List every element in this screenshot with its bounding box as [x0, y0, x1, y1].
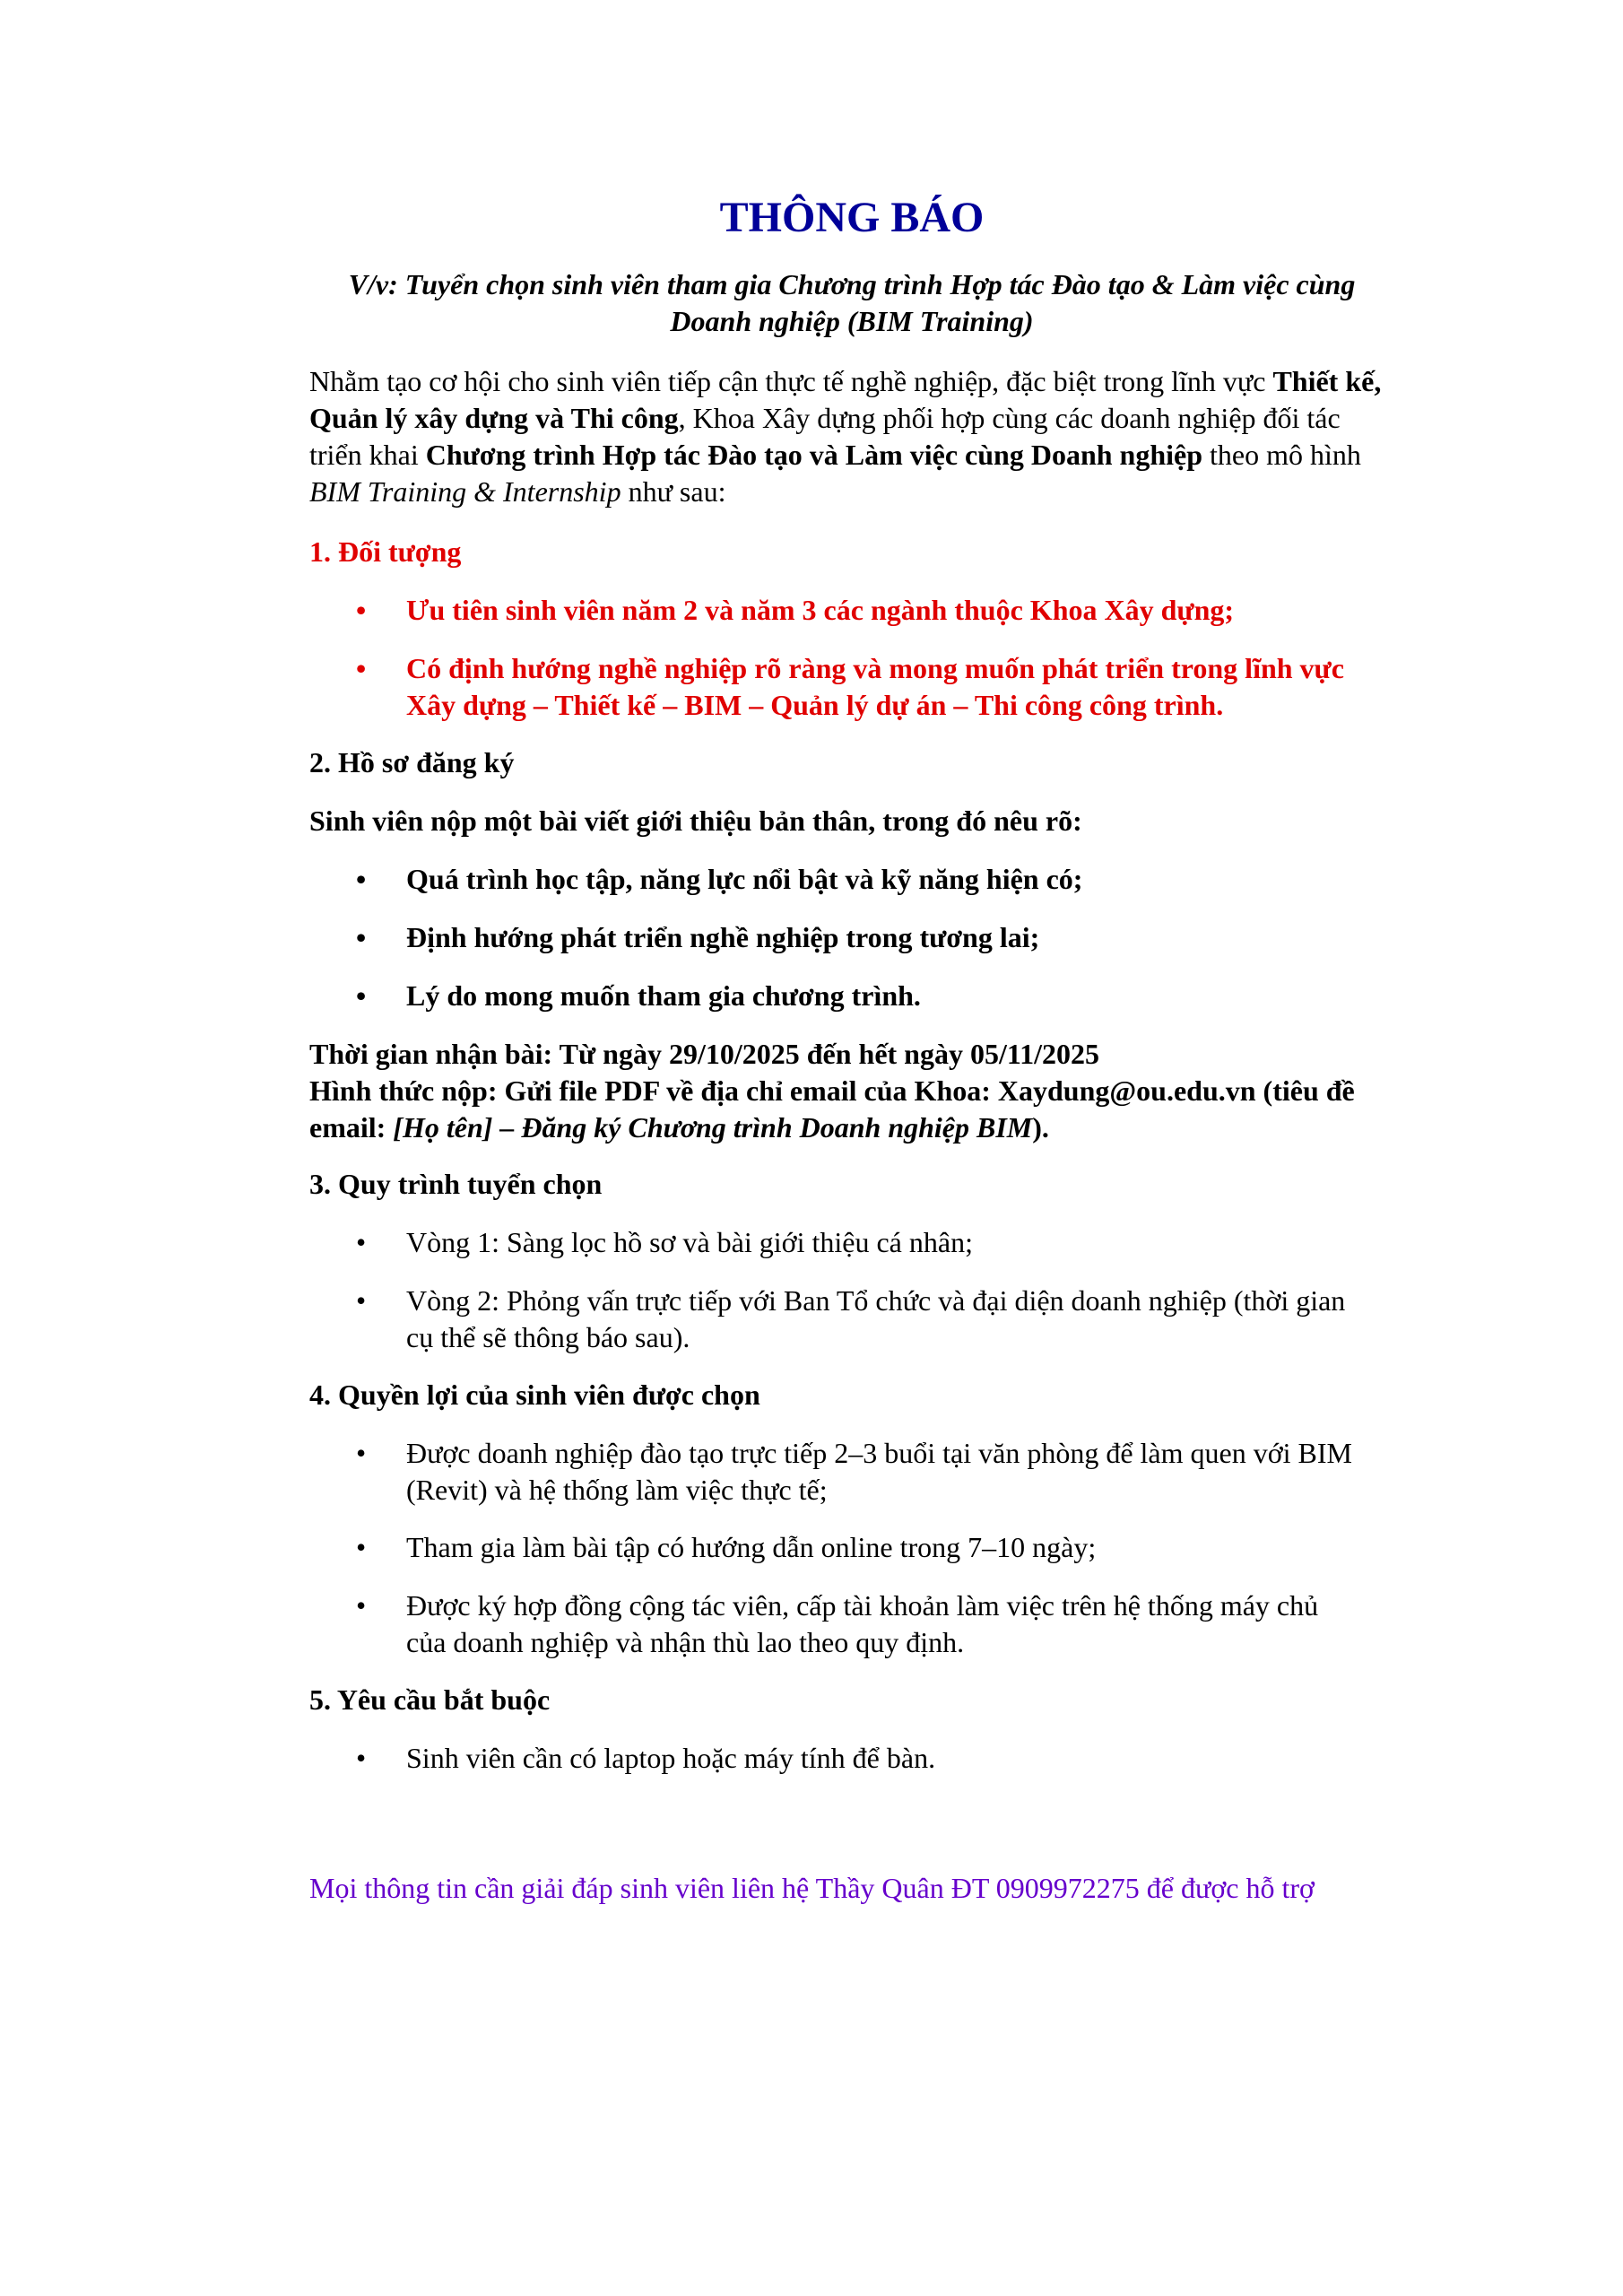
bullet-icon: • — [356, 1531, 367, 1563]
list-item-text: Quá trình học tập, năng lực nổi bật và kỹ năng hiện có; — [406, 863, 1083, 895]
intro-text: như sau: — [621, 475, 726, 508]
email-subject-format: [Họ tên] – Đăng ký Chương trình Doanh nghiệp BIM — [393, 1111, 1033, 1144]
submission-method-end: ). — [1032, 1111, 1049, 1144]
document-title: THÔNG BÁO — [719, 194, 985, 241]
bullet-icon: • — [356, 863, 367, 895]
bullet-icon: • — [356, 1284, 367, 1317]
section-2-lead: Sinh viên nộp một bài viết giới thiệu bản thân, trong đó nêu rõ: — [309, 804, 1082, 837]
subtitle-line-1: V/v: Tuyển chọn sinh viên tham gia Chương trình Hợp tác Đào tạo & Làm việc cùng — [348, 268, 1356, 300]
list-item-text: Lý do mong muốn tham gia chương trình. — [406, 979, 921, 1012]
section-2-heading: 2. Hồ sơ đăng ký — [309, 746, 515, 778]
bullet-icon: • — [356, 979, 367, 1012]
section-1-heading: 1. Đối tượng — [309, 535, 462, 568]
bullet-icon: • — [356, 1226, 367, 1258]
bullet-icon: • — [356, 921, 367, 953]
document-subtitle — [309, 266, 1394, 340]
bullet-icon: • — [356, 594, 367, 626]
list-item-text: Vòng 2: Phỏng vấn trực tiếp với Ban Tổ chức và đại diện doanh nghiệp (thời gian cụ thể sẽ thông báo sau). — [406, 1284, 1346, 1353]
list-item-text: Có định hướng nghề nghiệp rõ ràng và mong muốn phát triển trong lĩnh vực Xây dựng – Thiết kế – BIM – Quản lý dự án – Thi công công trình. — [406, 652, 1344, 721]
contact-note: Mọi thông tin cần giải đáp sinh viên liên hệ Thầy Quân ĐT 0909972275 để được hỗ trợ — [309, 1872, 1315, 1904]
list-item-text: Sinh viên cần có laptop hoặc máy tính để bàn. — [406, 1742, 936, 1774]
bullet-icon: • — [356, 1742, 367, 1774]
intro-text: Nhằm tạo cơ hội cho sinh viên tiếp cận thực tế nghề nghiệp, đặc biệt trong lĩnh vực — [309, 365, 1273, 397]
section-4-heading: 4. Quyền lợi của sinh viên được chọn — [309, 1378, 760, 1411]
section-5-heading: 5. Yêu cầu bắt buộc — [309, 1683, 551, 1716]
bullet-icon: • — [356, 652, 367, 684]
intro-italic: BIM Training & Internship — [309, 475, 621, 508]
bullet-icon: • — [356, 1589, 367, 1622]
submission-period: Thời gian nhận bài: Từ ngày 29/10/2025 đến hết ngày 05/11/2025 — [309, 1038, 1099, 1070]
list-item-text: Vòng 1: Sàng lọc hồ sơ và bài giới thiệu cá nhân; — [406, 1226, 973, 1258]
intro-paragraph — [309, 363, 1394, 510]
intro-text: , Khoa Xây dựng phối hợp cùng các doanh nghiệp đối tác triển khai — [309, 402, 1341, 471]
list-item-text: Được doanh nghiệp đào tạo trực tiếp 2–3 buổi tại văn phòng để làm quen với BIM (Revit) và hệ thống làm việc thực tế; — [406, 1437, 1352, 1506]
list-item-text: Ưu tiên sinh viên năm 2 và năm 3 các ngành thuộc Khoa Xây dựng; — [406, 594, 1235, 626]
intro-text: theo mô hình — [1202, 439, 1361, 471]
submission-method-text: Hình thức nộp: Gửi file PDF về địa chỉ email của Khoa: Xaydung@ou.edu.vn (tiêu đề email: — [309, 1074, 1355, 1144]
bullet-icon: • — [356, 1437, 367, 1469]
section-3-heading: 3. Quy trình tuyển chọn — [309, 1168, 603, 1200]
list-item-text: Được ký hợp đồng cộng tác viên, cấp tài khoản làm việc trên hệ thống máy chủ của doanh nghiệp và nhận thù lao theo quy định. — [406, 1589, 1319, 1658]
subtitle-line-2: Doanh nghiệp (BIM Training) — [670, 305, 1034, 337]
intro-bold: Thiết kế, Quản lý xây dựng và Thi công — [309, 365, 1382, 434]
submission-method — [309, 1073, 1394, 1146]
intro-bold: Chương trình Hợp tác Đào tạo và Làm việc cùng Doanh nghiệp — [425, 439, 1203, 471]
list-item-text: Tham gia làm bài tập có hướng dẫn online trong 7–10 ngày; — [406, 1531, 1097, 1563]
list-item-text: Định hướng phát triển nghề nghiệp trong tương lai; — [406, 921, 1040, 953]
